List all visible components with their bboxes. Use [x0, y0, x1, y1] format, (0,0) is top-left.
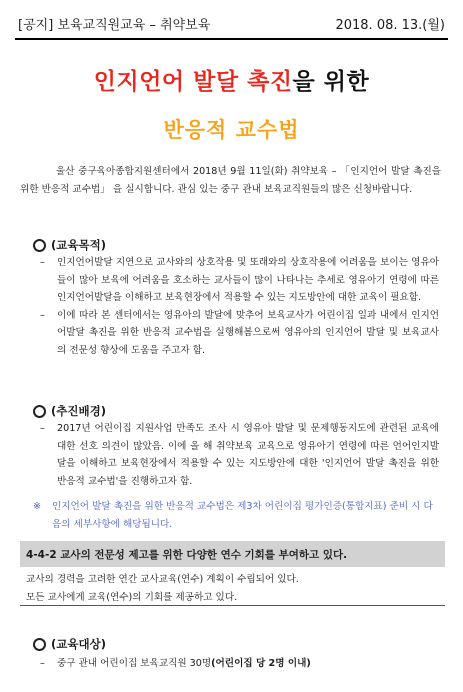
list-item — [40, 420, 439, 490]
indicator-box — [20, 541, 445, 567]
target-item-text: 중구 관내 어린이집 보육교직원 30명 — [57, 658, 212, 669]
target-item-limit: (어린이집 당 2명 이내) — [211, 658, 311, 669]
target-heading — [33, 636, 106, 652]
target-list — [40, 655, 439, 673]
circle-bullet-icon — [33, 239, 46, 252]
reference-mark: ※ — [33, 501, 42, 512]
list-item — [40, 655, 439, 673]
title-highlight: 인지언어 발달 촉진 — [93, 69, 293, 95]
indicator-details — [26, 571, 439, 606]
purpose-item-1: 인지언어발달 지연으로 교사와의 상호작용 및 또래와의 상호작용에 어려움을 보이는 영유아들이 많아 보육에 어려움을 호소하는 교사들이 많이 나타나는 추세로 영유아기 연령에 따른 인지언어발달을 이해하고 보육현장에서 적용할 수 있는 지도방안에 대한 교육이 필요함. — [57, 257, 439, 303]
indicator-line-2: 모든 교사에게 교육(연수)의 기회를 제공하고 있다. — [26, 591, 238, 603]
circle-bullet-icon — [33, 638, 46, 651]
notice-category: [공지] 보육교직원교육 – 취약보육 — [18, 18, 211, 33]
dash-bullet: – — [40, 309, 45, 321]
indicator-divider — [20, 605, 445, 606]
document-subtitle: 반응적 교수법 — [163, 118, 300, 142]
notice-date: 2018. 08. 13.(월) — [335, 18, 445, 33]
purpose-list — [40, 254, 439, 359]
target-heading-label: (교육대상) — [51, 637, 106, 651]
header-divider — [15, 38, 448, 40]
background-item-1: 2017년 어린이집 지원사업 만족도 조사 시 영유아 발달 및 문제행동지도에 관련된 교육에 대한 선호 의견이 많았음. 이에 올 해 취약보육 교육으로 영유아기 연령에 따른 언어인지발달을 이해하고 보육현장에서 적용할 수 있는 지도방안에 대한 '인지언어 발달 촉진을 위한 반응적 교수법'을 진행하고자 함. — [57, 423, 439, 487]
dash-bullet: – — [40, 423, 45, 434]
reference-note-text: 인지언어 발달 촉진을 위한 반응적 교수법은 제3차 어린이집 평가인증(통합지표) 준비 시 다음의 세부사항에 해당됩니다. — [52, 501, 433, 530]
purpose-heading — [33, 237, 106, 253]
background-heading-label: (추진배경) — [51, 404, 106, 418]
background-heading — [33, 403, 106, 419]
purpose-item-2: 이에 따라 본 센터에서는 영유아의 발달에 맞추어 보육교사가 어린이집 일과 내에서 인지언어발달 촉진을 위한 반응적 교수법을 실행해봄으로써 영유아의 인지언어 발달 및 보육교사의 전문성 향상에 도움을 주고자 함. — [57, 309, 439, 356]
background-list — [40, 420, 439, 490]
document-title — [0, 63, 463, 96]
purpose-heading-label: (교육목적) — [51, 238, 106, 252]
title-rest: 을 위한 — [292, 69, 370, 95]
indicator-label: 4-4-2 교사의 전문성 제고를 위한 다양한 연수 기회를 부여하고 있다. — [26, 549, 348, 561]
circle-bullet-icon — [33, 405, 46, 418]
intro-paragraph — [20, 163, 441, 199]
dash-bullet: – — [40, 257, 45, 268]
dash-bullet: – — [40, 658, 45, 669]
list-item — [40, 307, 439, 360]
document-header — [18, 14, 445, 34]
indicator-line-1: 교사의 경력을 고려한 연간 교사교육(연수) 계획이 수립되어 있다. — [26, 574, 299, 585]
reference-note — [33, 498, 439, 533]
list-item — [40, 254, 439, 307]
intro-text: 울산 중구육아종합지원센터에서 2018년 9월 11일(화) 취약보육 – 「인지언어 발달 촉진을 위한 반응적 교수법」 을 실시합니다. 관심 있는 중구 관내 보육교직원들의 많은 신청바랍니다. — [20, 166, 441, 195]
